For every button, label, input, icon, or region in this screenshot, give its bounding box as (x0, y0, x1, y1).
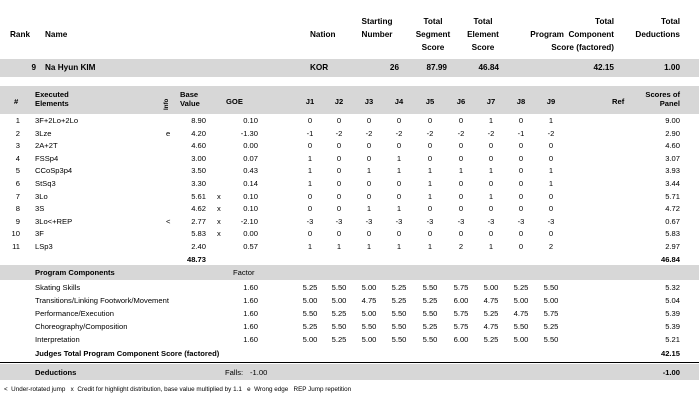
element-judge-7-score: 1 (488, 116, 494, 125)
component-factor: 1.60 (243, 283, 258, 292)
skater-segment-score: 87.99 (426, 63, 447, 72)
component-judge-1-score: 5.00 (302, 335, 318, 345)
element-judge-2-score: 0 (336, 204, 342, 214)
element-base-value: 5.83 (191, 229, 206, 239)
component-judge-7-score: 4.75 (483, 296, 499, 306)
component-judge-6-score: 6.00 (453, 335, 469, 345)
element-name: LSp3 (35, 242, 53, 251)
component-judge-2-score: 5.50 (331, 283, 347, 292)
element-judge-1-score: 1 (307, 153, 313, 163)
starting-number-header-line2: Number (361, 30, 393, 39)
component-judge-7-score: 5.25 (483, 335, 499, 345)
element-judge-2-score: 0 (336, 153, 342, 163)
element-judge-5-score: -3 (426, 216, 434, 226)
scores-header-line2: Panel (659, 99, 680, 108)
component-name: Interpretation (35, 335, 80, 345)
element-judge-9-score: 0 (548, 204, 554, 214)
rank-header: Rank (10, 30, 31, 39)
element-judge-8-score: 0 (518, 179, 524, 188)
judge-header-8: J8 (516, 97, 526, 106)
element-panel-score: 4.72 (665, 204, 680, 214)
info-header: Info (163, 98, 170, 110)
element-judge-9-score: 0 (548, 191, 554, 201)
element-x-credit: x (217, 204, 221, 214)
component-judge-1-score: 5.25 (302, 283, 318, 292)
element-judge-9-score: 2 (548, 242, 554, 251)
factor-header: Factor (233, 268, 255, 277)
element-judge-2-score: 0 (336, 141, 342, 151)
element-judge-7-score: 1 (488, 242, 494, 251)
legend-text: < Under-rotated jump x Credit for highlight distribution, base value multiplied by 1.1 e Wrong edge REP Jump repetition (4, 386, 352, 393)
element-judge-5-score: 0 (427, 204, 433, 214)
element-judge-2-score: 0 (336, 179, 342, 188)
element-judge-3-score: -2 (365, 128, 373, 138)
element-judge-8-score: -1 (517, 128, 525, 138)
component-judge-3-score: 5.00 (361, 335, 377, 345)
element-judge-1-score: 1 (307, 179, 313, 188)
element-judge-2-score: 0 (336, 191, 342, 201)
element-base-value: 4.20 (191, 128, 206, 138)
element-goe: 0.00 (243, 229, 258, 239)
element-info: e (166, 128, 171, 138)
num-header: # (14, 97, 19, 106)
element-name: 3Lo<+REP (35, 216, 73, 226)
element-judge-2-score: 0 (336, 229, 342, 239)
component-judge-4-score: 5.25 (391, 283, 407, 292)
component-judge-8-score: 5.00 (513, 296, 529, 306)
element-judge-7-score: 1 (488, 191, 494, 201)
judge-header-7: J7 (486, 97, 496, 106)
component-judge-9-score: 5.25 (543, 322, 559, 332)
element-base-value: 8.90 (191, 116, 206, 125)
element-judge-5-score: 0 (427, 153, 433, 163)
component-judge-5-score: 5.50 (422, 309, 438, 319)
element-judge-7-score: 0 (488, 179, 494, 188)
element-judge-9-score: 0 (548, 229, 554, 239)
element-judge-8-score: 0 (518, 166, 524, 176)
element-judge-8-score: 0 (518, 141, 524, 151)
element-judge-8-score: 0 (518, 242, 524, 251)
element-goe: 0.43 (243, 166, 258, 176)
element-judge-6-score: 0 (458, 204, 464, 214)
element-panel-score: 5.83 (665, 229, 680, 239)
element-judge-6-score: 0 (458, 191, 464, 201)
element-base-value: 3.50 (191, 166, 206, 176)
element-judge-8-score: 0 (518, 116, 524, 125)
goe-header: GOE (226, 97, 243, 106)
deductions-header-line1: Total (661, 17, 680, 26)
component-judge-8-score: 4.75 (513, 309, 529, 319)
component-judge-1-score: 5.00 (302, 296, 318, 306)
element-panel-score: 3.07 (665, 153, 680, 163)
component-judge-5-score: 5.25 (422, 322, 438, 332)
element-judge-7-score: 0 (488, 204, 494, 214)
element-judge-2-score: 1 (336, 242, 342, 251)
judges-total-value: 42.15 (660, 349, 680, 358)
element-name: 3S (35, 204, 45, 214)
element-judge-3-score: 0 (366, 179, 372, 188)
segment-score-header-line2: Segment (415, 30, 451, 39)
component-judge-4-score: 5.50 (391, 309, 407, 319)
element-judge-1-score: 1 (307, 166, 313, 176)
elements-score-total: 46.84 (660, 255, 680, 264)
element-name: 3Lze (35, 128, 52, 138)
element-judge-8-score: -3 (517, 216, 525, 226)
component-name: Performance/Execution (35, 309, 114, 319)
element-base-value: 3.30 (191, 179, 206, 188)
element-judge-7-score: 0 (488, 229, 494, 239)
element-judge-7-score: 1 (488, 166, 494, 176)
element-judge-7-score: 0 (488, 141, 494, 151)
element-judge-1-score: 0 (307, 229, 313, 239)
element-base-value: 5.61 (191, 191, 206, 201)
component-judge-5-score: 5.50 (422, 335, 438, 345)
element-judge-1-score: -1 (306, 128, 314, 138)
element-number: 3 (15, 141, 20, 151)
element-score-header-line1: Total (473, 17, 493, 26)
element-judge-3-score: 0 (366, 116, 372, 125)
element-judge-9-score: 1 (548, 179, 554, 188)
component-name: Skating Skills (35, 283, 81, 292)
deductions-separator (0, 362, 699, 363)
element-judge-4-score: -3 (395, 216, 403, 226)
element-judge-8-score: 0 (518, 204, 524, 214)
component-judge-2-score: 5.00 (331, 296, 347, 306)
element-judge-6-score: -3 (457, 216, 465, 226)
component-judge-4-score: 5.50 (391, 322, 407, 332)
falls-value: -1.00 (250, 368, 268, 377)
judges-total-label: Judges Total Program Component Score (factored) (35, 349, 220, 358)
element-judge-4-score: 0 (396, 191, 402, 201)
element-judge-6-score: 0 (458, 141, 464, 151)
element-judge-3-score: 1 (366, 242, 372, 251)
element-number: 11 (12, 242, 20, 251)
element-judge-5-score: 0 (427, 229, 433, 239)
element-judge-6-score: 0 (458, 229, 464, 239)
element-panel-score: 0.67 (665, 216, 680, 226)
starting-number-header-line1: Starting (361, 17, 393, 26)
component-judge-6-score: 6.00 (453, 296, 469, 306)
skater-rank: 9 (31, 63, 36, 72)
judge-header-3: J3 (364, 97, 374, 106)
skater-nation: KOR (310, 63, 329, 72)
element-goe: -1.30 (240, 128, 258, 138)
component-judge-7-score: 5.00 (483, 283, 499, 292)
component-judge-8-score: 5.25 (513, 283, 529, 292)
element-number: 6 (15, 179, 20, 188)
element-score-header-line2: Element (467, 30, 499, 39)
base-value-header-line2: Value (180, 99, 200, 108)
component-factor: 1.60 (243, 309, 258, 319)
element-name: StSq3 (35, 179, 56, 188)
element-judge-2-score: -2 (335, 128, 343, 138)
component-judge-1-score: 5.50 (302, 309, 318, 319)
element-judge-4-score: 0 (396, 141, 402, 151)
element-base-value: 4.62 (191, 204, 206, 214)
component-judge-3-score: 5.00 (361, 309, 377, 319)
element-judge-2-score: 0 (336, 116, 342, 125)
component-factor: 1.60 (243, 335, 258, 345)
element-name: CCoSp3p4 (35, 166, 73, 176)
element-panel-score: 3.44 (665, 179, 680, 188)
element-goe: -2.10 (240, 216, 258, 226)
component-panel-score: 5.04 (665, 296, 680, 306)
base-value-total: 48.73 (186, 255, 206, 264)
element-panel-score: 2.90 (665, 128, 680, 138)
component-judge-9-score: 5.00 (543, 296, 559, 306)
element-judge-9-score: -2 (547, 128, 555, 138)
component-judge-3-score: 5.50 (361, 322, 377, 332)
skater-deductions: 1.00 (664, 63, 680, 72)
element-judge-5-score: 0 (427, 141, 433, 151)
element-judge-3-score: 1 (366, 204, 372, 214)
component-judge-2-score: 5.25 (331, 335, 347, 345)
element-base-value: 2.77 (191, 216, 206, 226)
component-judge-2-score: 5.50 (331, 322, 347, 332)
component-score-header-line1: Total (595, 17, 614, 26)
element-judge-6-score: 1 (458, 166, 464, 176)
skater-element-score: 46.84 (478, 63, 499, 72)
element-number: 10 (11, 229, 20, 239)
judge-header-4: J4 (394, 97, 404, 106)
component-judge-9-score: 5.50 (543, 283, 559, 292)
component-name: Choreography/Composition (35, 322, 128, 332)
component-judge-3-score: 4.75 (361, 296, 377, 306)
element-judge-4-score: 0 (396, 116, 402, 125)
element-panel-score: 5.71 (665, 191, 680, 201)
component-judge-7-score: 5.25 (483, 309, 499, 319)
element-goe: 0.00 (243, 141, 258, 151)
element-goe: 0.10 (243, 204, 258, 214)
element-judge-1-score: 1 (307, 242, 313, 251)
judge-header-1: J1 (305, 97, 315, 106)
component-judge-6-score: 5.75 (453, 322, 469, 332)
element-judge-3-score: 0 (366, 229, 372, 239)
component-name: Transitions/Linking Footwork/Movement (35, 296, 169, 306)
element-judge-9-score: 1 (548, 166, 554, 176)
element-info: < (166, 216, 171, 226)
element-judge-6-score: -2 (457, 128, 465, 138)
judge-header-5: J5 (425, 97, 435, 106)
element-x-credit: x (217, 229, 221, 239)
deductions-header-line2: Deductions (635, 30, 680, 39)
element-panel-score: 3.93 (665, 166, 680, 176)
element-goe: 0.14 (243, 179, 258, 188)
component-judge-2-score: 5.25 (331, 309, 347, 319)
executed-header-line1: Executed (35, 90, 69, 99)
component-judge-9-score: 5.50 (543, 335, 559, 345)
element-judge-9-score: 1 (548, 116, 554, 125)
element-judge-5-score: 0 (427, 116, 433, 125)
element-judge-4-score: 0 (396, 229, 402, 239)
element-x-credit: x (217, 191, 221, 201)
element-judge-3-score: -3 (365, 216, 373, 226)
element-panel-score: 4.60 (665, 141, 680, 151)
element-judge-6-score: 0 (458, 153, 464, 163)
element-judge-4-score: 1 (396, 153, 402, 163)
element-judge-5-score: -2 (426, 128, 434, 138)
judge-header-6: J6 (456, 97, 466, 106)
element-judge-9-score: -3 (547, 216, 555, 226)
base-value-header-line1: Base (180, 90, 199, 99)
element-judge-3-score: 0 (366, 153, 372, 163)
element-judge-3-score: 0 (366, 141, 372, 151)
component-judge-5-score: 5.50 (422, 283, 438, 292)
element-judge-6-score: 0 (458, 179, 464, 188)
skater-component-score: 42.15 (593, 63, 614, 72)
skater-name: Na Hyun KIM (45, 63, 96, 72)
program-components-title: Program Components (35, 268, 115, 277)
component-factor: 1.60 (243, 296, 258, 306)
component-judge-4-score: 5.50 (391, 335, 407, 345)
element-judge-8-score: 0 (518, 229, 524, 239)
executed-header-line2: Elements (35, 99, 69, 108)
component-factor: 1.60 (243, 322, 258, 332)
element-judge-6-score: 0 (458, 116, 464, 125)
element-judge-9-score: 0 (548, 153, 554, 163)
component-score-header-line2: Program Component (530, 30, 614, 39)
component-panel-score: 5.39 (665, 309, 680, 319)
element-judge-1-score: 0 (307, 204, 313, 214)
element-base-value: 2.40 (191, 242, 206, 251)
element-number: 5 (15, 166, 20, 176)
element-name: 3Lo (35, 191, 48, 201)
element-x-credit: x (217, 216, 221, 226)
component-judge-6-score: 5.75 (453, 309, 469, 319)
element-judge-8-score: 0 (518, 153, 524, 163)
element-judge-4-score: -2 (395, 128, 403, 138)
element-base-value: 4.60 (191, 141, 206, 151)
component-judge-5-score: 5.25 (422, 296, 438, 306)
element-number: 9 (15, 216, 20, 226)
element-judge-4-score: 1 (396, 166, 402, 176)
element-judge-1-score: 0 (307, 141, 313, 151)
deductions-band (0, 364, 699, 380)
element-number: 8 (15, 204, 20, 214)
element-judge-3-score: 1 (366, 166, 372, 176)
segment-score-header-line3: Score (421, 43, 445, 52)
element-judge-5-score: 1 (427, 191, 433, 201)
component-panel-score: 5.39 (665, 322, 680, 332)
element-number: 4 (15, 153, 20, 163)
nation-header: Nation (310, 30, 336, 39)
element-judge-7-score: -3 (487, 216, 495, 226)
element-panel-score: 9.00 (665, 116, 680, 125)
deductions-label: Deductions (35, 368, 77, 377)
component-judge-1-score: 5.25 (302, 322, 318, 332)
element-score-header-line3: Score (471, 43, 495, 52)
judge-header-2: J2 (334, 97, 344, 106)
element-name: 3F (35, 229, 44, 239)
name-header: Name (45, 30, 68, 39)
element-panel-score: 2.97 (665, 242, 680, 251)
element-judge-1-score: 0 (307, 116, 313, 125)
element-number: 2 (15, 128, 20, 138)
element-goe: 0.07 (243, 153, 258, 163)
component-judge-4-score: 5.25 (391, 296, 407, 306)
element-judge-6-score: 2 (458, 242, 464, 251)
component-panel-score: 5.21 (665, 335, 680, 345)
element-judge-1-score: 0 (307, 191, 313, 201)
element-judge-7-score: -2 (487, 128, 495, 138)
element-judge-5-score: 1 (427, 179, 433, 188)
element-goe: 0.10 (243, 191, 258, 201)
component-panel-score: 5.32 (665, 283, 680, 292)
element-judge-2-score: 0 (336, 166, 342, 176)
scores-header-line1: Scores of (645, 90, 680, 99)
element-name: FSSp4 (35, 153, 59, 163)
component-judge-3-score: 5.00 (361, 283, 377, 292)
element-number: 7 (15, 191, 20, 201)
skater-starting-number: 26 (389, 63, 399, 72)
component-judge-9-score: 5.75 (543, 309, 559, 319)
falls-label: Falls: (225, 368, 244, 377)
element-judge-4-score: 0 (396, 179, 402, 188)
component-judge-8-score: 5.50 (513, 322, 529, 332)
element-name: 3F+2Lo+2Lo (35, 116, 79, 125)
element-judge-4-score: 1 (396, 204, 402, 214)
component-judge-8-score: 5.00 (513, 335, 529, 345)
component-judge-7-score: 4.75 (483, 322, 499, 332)
element-number: 1 (15, 116, 20, 125)
ref-header: Ref (612, 97, 625, 106)
element-judge-7-score: 0 (488, 153, 494, 163)
element-judge-5-score: 1 (427, 242, 433, 251)
element-judge-9-score: 0 (548, 141, 554, 151)
deductions-total: -1.00 (662, 368, 680, 377)
element-base-value: 3.00 (191, 153, 206, 163)
component-judge-6-score: 5.75 (453, 283, 469, 292)
element-judge-5-score: 1 (427, 166, 433, 176)
component-score-header-line3: Score (factored) (551, 43, 614, 52)
element-name: 2A+2T (35, 141, 58, 151)
element-judge-4-score: 1 (396, 242, 402, 251)
segment-score-header-line1: Total (423, 17, 443, 26)
element-goe: 0.57 (243, 242, 258, 251)
element-judge-3-score: 0 (366, 191, 372, 201)
element-judge-1-score: -3 (306, 216, 314, 226)
element-judge-2-score: -3 (335, 216, 343, 226)
element-judge-8-score: 0 (518, 191, 524, 201)
judge-header-9: J9 (546, 97, 556, 106)
element-goe: 0.10 (243, 116, 258, 125)
